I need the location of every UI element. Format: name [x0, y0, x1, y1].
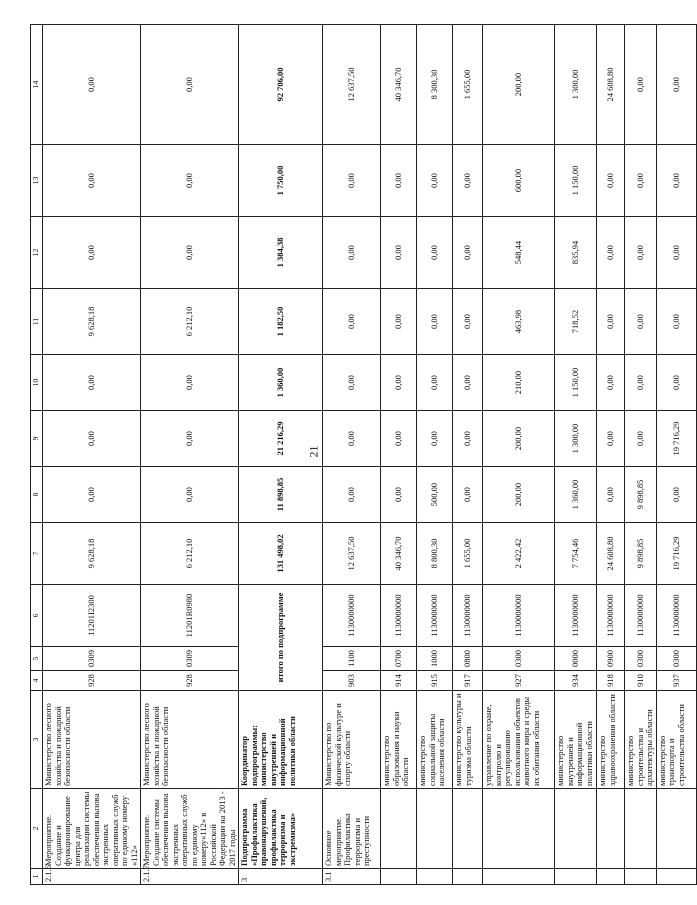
cell-c6: 1130000000 — [323, 585, 381, 647]
cell-c13: 0,00 — [323, 145, 381, 217]
cell-c7: 131 498,02 — [239, 523, 323, 585]
cell-c11: 1 182,50 — [239, 289, 323, 355]
table-row — [597, 25, 625, 885]
cell-c8: 200,00 — [483, 467, 555, 523]
cell-c5: 0300 — [483, 647, 555, 671]
cell-c11: 0,00 — [597, 289, 625, 355]
table-row — [417, 25, 453, 885]
cell-c14: 0,00 — [656, 25, 696, 145]
cell-c9: 19 716,29 — [656, 411, 696, 467]
cell-c8: 11 898,85 — [239, 467, 323, 523]
table-row — [141, 25, 239, 885]
cell-c1 — [597, 869, 625, 885]
cell-c1 — [381, 869, 417, 885]
cell-c6: 11201R0980 — [141, 585, 239, 647]
cell-c11: 0,00 — [323, 289, 381, 355]
cell-c8: 0,00 — [141, 467, 239, 523]
cell-c13: 0,00 — [597, 145, 625, 217]
table-row — [43, 25, 141, 885]
cell-c3: управление по охране, контролю и регулированию использования объектов животного мира и среды их обитания области — [483, 691, 555, 789]
cell-c4: 937 — [656, 671, 696, 691]
cell-c3: министерство образования и науки области — [381, 691, 417, 789]
cell-c12: 548,44 — [483, 217, 555, 289]
column-number-row — [31, 25, 43, 885]
cell-c10: 0,00 — [625, 355, 657, 411]
cell-c5: 0000 — [555, 647, 597, 671]
cell-c2 — [555, 789, 597, 869]
cell-c2 — [483, 789, 555, 869]
cell-c7: 12 637,50 — [323, 523, 381, 585]
cell-c11: 0,00 — [453, 289, 483, 355]
table-row — [625, 25, 657, 885]
cell-c3: Координатор подпрограммы: министерство внутренней и информационной политики области — [239, 691, 323, 789]
column-number: 1 — [31, 869, 43, 885]
cell-c1: 2.1.7 — [141, 869, 239, 885]
cell-c11: 0,00 — [417, 289, 453, 355]
cell-c12: 0,00 — [656, 217, 696, 289]
cell-c12: 0,00 — [323, 217, 381, 289]
column-number: 4 — [31, 671, 43, 691]
cell-c12: 835,94 — [555, 217, 597, 289]
cell-c9: 200,00 — [483, 411, 555, 467]
cell-c11: 6 212,10 — [141, 289, 239, 355]
cell-c3: министерство транспорта и строительства области — [656, 691, 696, 789]
cell-c1 — [483, 869, 555, 885]
cell-c14: 0,00 — [625, 25, 657, 145]
cell-c10: 1 150,00 — [555, 355, 597, 411]
column-number: 7 — [31, 523, 43, 585]
cell-c2 — [597, 789, 625, 869]
cell-c12: 0,00 — [381, 217, 417, 289]
cell-c11: 0,00 — [625, 289, 657, 355]
cell-c5: 1000 — [417, 647, 453, 671]
cell-c6: 1130000000 — [597, 585, 625, 647]
cell-c14: 0,00 — [141, 25, 239, 145]
cell-c10: 210,00 — [483, 355, 555, 411]
cell-c3: министерство социальной защиты населения области — [417, 691, 453, 789]
cell-c2: Мероприятие. Создание системы обеспечения вызова экстренных оперативных служб по единому номеру«112» в Российской Федерации на 2013 - 2017 годы — [141, 789, 239, 869]
cell-c7: 8 800,30 — [417, 523, 453, 585]
cell-c5: 1100 — [323, 647, 381, 671]
cell-c3: Министерство по физической культуре и спорту области — [323, 691, 381, 789]
cell-c4: 903 — [323, 671, 381, 691]
cell-c11: 0,00 — [381, 289, 417, 355]
cell-c4: 918 — [597, 671, 625, 691]
column-number: 14 — [31, 25, 43, 145]
cell-c5: 0900 — [597, 647, 625, 671]
cell-c10: 0,00 — [417, 355, 453, 411]
cell-c7: 19 716,29 — [656, 523, 696, 585]
cell-c6: 1130000000 — [656, 585, 696, 647]
page-number: 21 — [306, 445, 321, 458]
cell-c3: министерство здравоохранения области — [597, 691, 625, 789]
column-number: 8 — [31, 467, 43, 523]
cell-c7: 9 898,85 — [625, 523, 657, 585]
cell-c7: 24 608,80 — [597, 523, 625, 585]
cell-c7: 6 212,10 — [141, 523, 239, 585]
cell-c8: 0,00 — [453, 467, 483, 523]
cell-c14: 1 300,00 — [555, 25, 597, 145]
cell-c10: 0,00 — [656, 355, 696, 411]
cell-c6: 1130000000 — [381, 585, 417, 647]
cell-c13: 0,00 — [656, 145, 696, 217]
cell-c1 — [625, 869, 657, 885]
cell-c4: 928 — [141, 671, 239, 691]
cell-c2 — [453, 789, 483, 869]
cell-c12: 0,00 — [453, 217, 483, 289]
cell-c8: 500,00 — [417, 467, 453, 523]
cell-c13: 1 150,00 — [555, 145, 597, 217]
cell-c9: 0,00 — [597, 411, 625, 467]
cell-c7: 40 346,70 — [381, 523, 417, 585]
cell-c14: 12 637,50 — [323, 25, 381, 145]
column-number: 6 — [31, 585, 43, 647]
cell-c13: 0,00 — [141, 145, 239, 217]
cell-c12: 0,00 — [597, 217, 625, 289]
cell-c7: 9 628,18 — [43, 523, 141, 585]
cell-c5: 0800 — [453, 647, 483, 671]
cell-c9: 0,00 — [43, 411, 141, 467]
cell-c8: 0,00 — [43, 467, 141, 523]
cell-c8: 0,00 — [323, 467, 381, 523]
cell-c10: 0,00 — [43, 355, 141, 411]
cell-c6: 1130000000 — [625, 585, 657, 647]
cell-c12: 0,00 — [43, 217, 141, 289]
cell-c9: 0,00 — [141, 411, 239, 467]
budget-table — [30, 24, 697, 885]
cell-c3: министерство строительства и архитектуры области — [625, 691, 657, 789]
cell-c14: 200,00 — [483, 25, 555, 145]
cell-c2 — [656, 789, 696, 869]
cell-c3: министерство внутренней и информационной политики области — [555, 691, 597, 789]
cell-c11: 463,98 — [483, 289, 555, 355]
cell-c10: 0,00 — [323, 355, 381, 411]
cell-c13: 0,00 — [453, 145, 483, 217]
cell-c14: 1 655,00 — [453, 25, 483, 145]
cell-c1: 3.1 — [323, 869, 381, 885]
cell-c14: 40 346,70 — [381, 25, 417, 145]
cell-c4: 915 — [417, 671, 453, 691]
cell-c12: 0,00 — [141, 217, 239, 289]
cell-c2 — [381, 789, 417, 869]
cell-c14: 0,00 — [43, 25, 141, 145]
cell-c11: 718,52 — [555, 289, 597, 355]
cell-c6: 11201I2300 — [43, 585, 141, 647]
cell-c7: 1 655,00 — [453, 523, 483, 585]
cell-c2 — [625, 789, 657, 869]
cell-c3: министерство культуры и туризма области — [453, 691, 483, 789]
cell-c2: Основное мероприятие. Профилактика терроризма и преступности — [323, 789, 381, 869]
cell-c13: 600,00 — [483, 145, 555, 217]
cell-c8: 0,00 — [656, 467, 696, 523]
cell-c7: 2 422,42 — [483, 523, 555, 585]
cell-c14: 24 608,80 — [597, 25, 625, 145]
column-number: 11 — [31, 289, 43, 355]
cell-c9: 21 216,29 — [239, 411, 323, 467]
cell-c6: 1130000000 — [453, 585, 483, 647]
column-number: 2 — [31, 789, 43, 869]
cell-c13: 0,00 — [625, 145, 657, 217]
cell-c1 — [656, 869, 696, 885]
column-number: 5 — [31, 647, 43, 671]
column-number: 10 — [31, 355, 43, 411]
subtotal-label: итого по подпрограмме — [239, 585, 323, 691]
cell-c13: 0,00 — [417, 145, 453, 217]
column-number: 3 — [31, 691, 43, 789]
cell-c6: 1130000000 — [417, 585, 453, 647]
table-row — [453, 25, 483, 885]
cell-c4: 928 — [43, 671, 141, 691]
cell-c1: 2.1.6 — [43, 869, 141, 885]
cell-c5: 0300 — [625, 647, 657, 671]
cell-c6: 1130000000 — [483, 585, 555, 647]
cell-c5: 0309 — [141, 647, 239, 671]
cell-c3: Министерство лесного хозяйства и пожарной безопасности области — [43, 691, 141, 789]
cell-c9: 0,00 — [625, 411, 657, 467]
cell-c12: 0,00 — [625, 217, 657, 289]
cell-c9: 0,00 — [381, 411, 417, 467]
cell-c5: 0309 — [43, 647, 141, 671]
table-row — [323, 25, 381, 885]
column-number: 13 — [31, 145, 43, 217]
table-row — [656, 25, 696, 885]
cell-c5: 0700 — [381, 647, 417, 671]
cell-c3: Министерство лесного хозяйства и пожарной безопасности области — [141, 691, 239, 789]
cell-c8: 1 360,00 — [555, 467, 597, 523]
cell-c4: 927 — [483, 671, 555, 691]
cell-c4: 914 — [381, 671, 417, 691]
cell-c11: 9 628,18 — [43, 289, 141, 355]
cell-c10: 0,00 — [141, 355, 239, 411]
cell-c2: Мероприятие. Создание и функционирование центра для реализации системы обеспечения вызова экстренных оперативных служб по единому номеру «112» — [43, 789, 141, 869]
table-row — [239, 25, 323, 885]
column-number: 12 — [31, 217, 43, 289]
cell-c1 — [453, 869, 483, 885]
cell-c9: 0,00 — [323, 411, 381, 467]
cell-c4: 934 — [555, 671, 597, 691]
cell-c8: 0,00 — [597, 467, 625, 523]
cell-c13: 0,00 — [43, 145, 141, 217]
table-row — [555, 25, 597, 885]
rotated-table-container — [30, 25, 686, 885]
cell-c9: 1 300,00 — [555, 411, 597, 467]
cell-c4: 917 — [453, 671, 483, 691]
cell-c1: 3 — [239, 869, 323, 885]
cell-c2 — [417, 789, 453, 869]
cell-c4: 910 — [625, 671, 657, 691]
cell-c11: 0,00 — [656, 289, 696, 355]
cell-c1 — [555, 869, 597, 885]
cell-c10: 1 360,00 — [239, 355, 323, 411]
cell-c13: 0,00 — [381, 145, 417, 217]
cell-c1 — [417, 869, 453, 885]
cell-c9: 0,00 — [417, 411, 453, 467]
cell-c2: Подпрограмма «Профилактика правонарушений, профилактика терроризма и экстремизма» — [239, 789, 323, 869]
cell-c14: 8 300,30 — [417, 25, 453, 145]
cell-c9: 0,00 — [453, 411, 483, 467]
cell-c6: 1130000000 — [555, 585, 597, 647]
cell-c10: 0,00 — [381, 355, 417, 411]
cell-c13: 1 750,00 — [239, 145, 323, 217]
cell-c7: 7 754,46 — [555, 523, 597, 585]
cell-c8: 9 898,85 — [625, 467, 657, 523]
column-number: 9 — [31, 411, 43, 467]
table-row — [483, 25, 555, 885]
cell-c5: 0300 — [656, 647, 696, 671]
cell-c8: 0,00 — [381, 467, 417, 523]
cell-c12: 0,00 — [417, 217, 453, 289]
cell-c10: 0,00 — [453, 355, 483, 411]
table-row — [381, 25, 417, 885]
cell-c12: 1 384,38 — [239, 217, 323, 289]
cell-c14: 92 706,00 — [239, 25, 323, 145]
cell-c10: 0,00 — [597, 355, 625, 411]
